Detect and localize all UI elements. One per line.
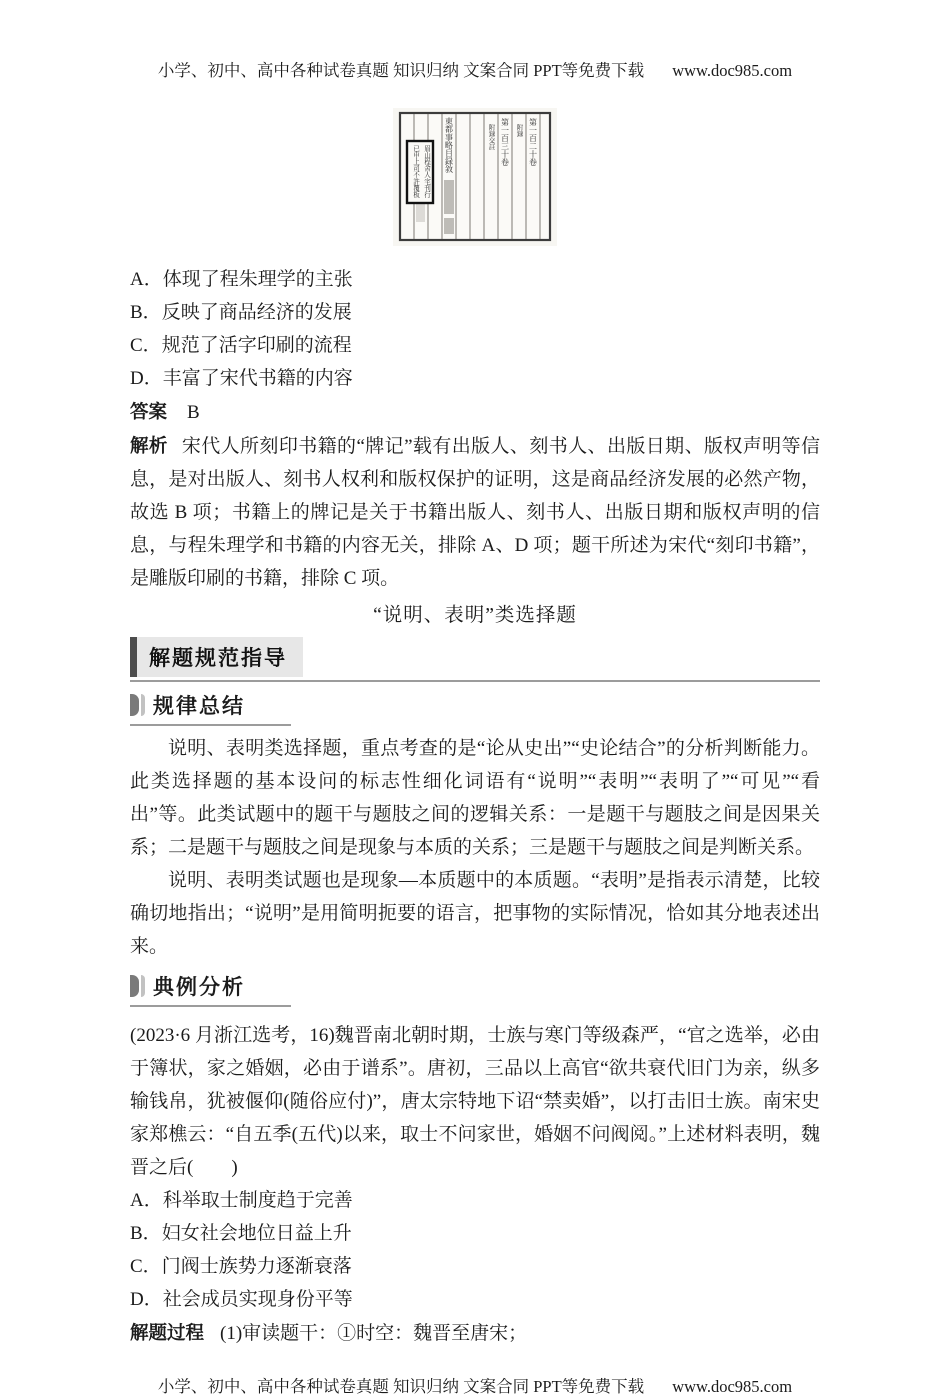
book-col-text-2: 附録 [515,124,523,137]
subheader-example [130,971,820,1007]
book-col-text-4: 附録交註 [487,124,495,150]
q1-option-d [130,362,820,395]
q2-option-a-key: A． [130,1190,163,1211]
footer-tagline: 小学、初中、高中各种试卷真题 知识归纳 文案合同 PPT等免费下载 [157,1377,645,1396]
header-tagline: 小学、初中、高中各种试卷真题 知识归纳 文案合同 PPT等免费下载 [157,61,645,80]
book-catalog-column: 東都事略目録敘 [444,117,454,173]
q2-option-b-key: B． [130,1223,162,1244]
q2-option-c-text: 门阀士族势力逐渐衰落 [161,1256,352,1277]
q2-option-d [130,1283,820,1316]
process-label: 解题过程 [130,1322,205,1343]
q1-option-c [130,329,820,362]
q2-option-c-key: C． [130,1256,162,1277]
analysis-text: 宋代人所刻印书籍的“牌记”载有出版人、刻书人、出版日期、版权声明等信息，是对出版人、刻书人权利和版权保护的证明，这是商品经济发展的必然产物，故选 B 项；书籍上的牌记是关于书籍出版人、刻书人、出版日期和版权声明的信息，与程朱理学和书籍的内容无关，排除 A、D 项；题干所述为宋代“刻印书籍”，是雕版印刷的书籍，排除 C 项。 [130,436,820,589]
analysis-label: 解析 [130,435,168,456]
colophon-text-right: 眉山程舍人宅刊行 [422,145,430,198]
badge-row [130,637,820,677]
answer-value: B [187,402,200,423]
question2-stem: (2023·6 月浙江选考，16)魏晋南北朝时期，士族与寒门等级森严，“官之选举，必由于簿状，家之婚姻，必由于谱系”。唐初，三品以上高官“欲共衰代旧门为亲，纵多输钱帛，犹被偃仰(随俗应付)”，唐太宗特地下诏“禁卖婚”，以打击旧士族。南宋史家郑樵云：“自五季(五代)以来，取士不问家世，婚姻不问阀阅。”上述材料表明，魏晋之后( ) [130,1025,820,1178]
figure-container [130,108,820,251]
q1-option-a-key: A． [130,269,163,290]
answer-label: 答案 [130,401,168,422]
q2-option-b [130,1217,820,1250]
analysis-paragraph [130,429,820,595]
rules-paragraph-1: 说明、表明类选择题，重点考查的是“论从史出”“史论结合”的分析判断能力。此类选择题的基本设问的标志性细化词语有“说明”“表明”“表明了”“可见”“看出”等。此类试题中的题干与题肢之间的逻辑关系：一是题干与题肢之间是因果关系；二是题干与题肢之间是现象与本质的关系；三是题干与题肢之间是判断关系。 [130,738,820,858]
subheader-example-text: 典例分析 [153,976,245,999]
page-footer [130,1376,820,1398]
q1-option-b [130,296,820,329]
subheader-example-inner [130,971,291,1007]
subheader-rules-text: 规律总结 [153,695,245,718]
q2-option-d-key: D． [130,1289,163,1310]
header-url: www.doc985.com [672,61,793,80]
q1-option-d-text: 丰富了宋代书籍的内容 [162,368,353,389]
q1-option-b-key: B． [130,302,162,323]
subheader-rules-inner [130,690,291,726]
section-title: “说明、表明”类选择题 [373,605,577,626]
section-badge: 解题规范指导 [130,637,303,677]
question1-options [130,263,820,395]
q1-option-c-text: 规范了活字印刷的流程 [161,335,352,356]
footer-url: www.doc985.com [672,1377,793,1396]
q2-option-b-text: 妇女社会地位日益上升 [161,1223,352,1244]
answer-line [130,395,820,429]
horizontal-rule [130,680,820,682]
subheader-rules [130,690,820,726]
woodblock-book-image [393,108,557,246]
solving-process-line [130,1316,820,1350]
rules-paragraph-2: 说明、表明类试题也是现象—本质题中的本质题。“表明”是指表示清楚，比较确切地指出；“说明”是用简明扼要的语言，把事物的实际情况，恰如其分地表述出来。 [130,870,820,957]
book-col-text-3: 第一百三十卷 [500,118,510,166]
section-bar-icon [130,975,145,1002]
q2-option-c [130,1250,820,1283]
book-col-text-1: 第一百二十卷 [528,118,538,166]
q2-option-d-text: 社会成员实现身份平等 [162,1289,353,1310]
q1-option-a [130,263,820,296]
question2-options [130,1184,820,1316]
q2-option-a-text: 科举取士制度趋于完善 [162,1190,353,1211]
colophon-text-left: 已申上司不許覆板 [411,145,419,198]
q2-option-a [130,1184,820,1217]
section-bar-icon [130,694,145,721]
q1-option-a-text: 体现了程朱理学的主张 [162,269,353,290]
page-header [130,60,820,82]
q1-option-c-key: C． [130,335,162,356]
process-text: (1)审读题干：①时空：魏晋至唐宋； [220,1323,528,1344]
q1-option-d-key: D． [130,368,163,389]
q1-option-b-text: 反映了商品经济的发展 [161,302,352,323]
